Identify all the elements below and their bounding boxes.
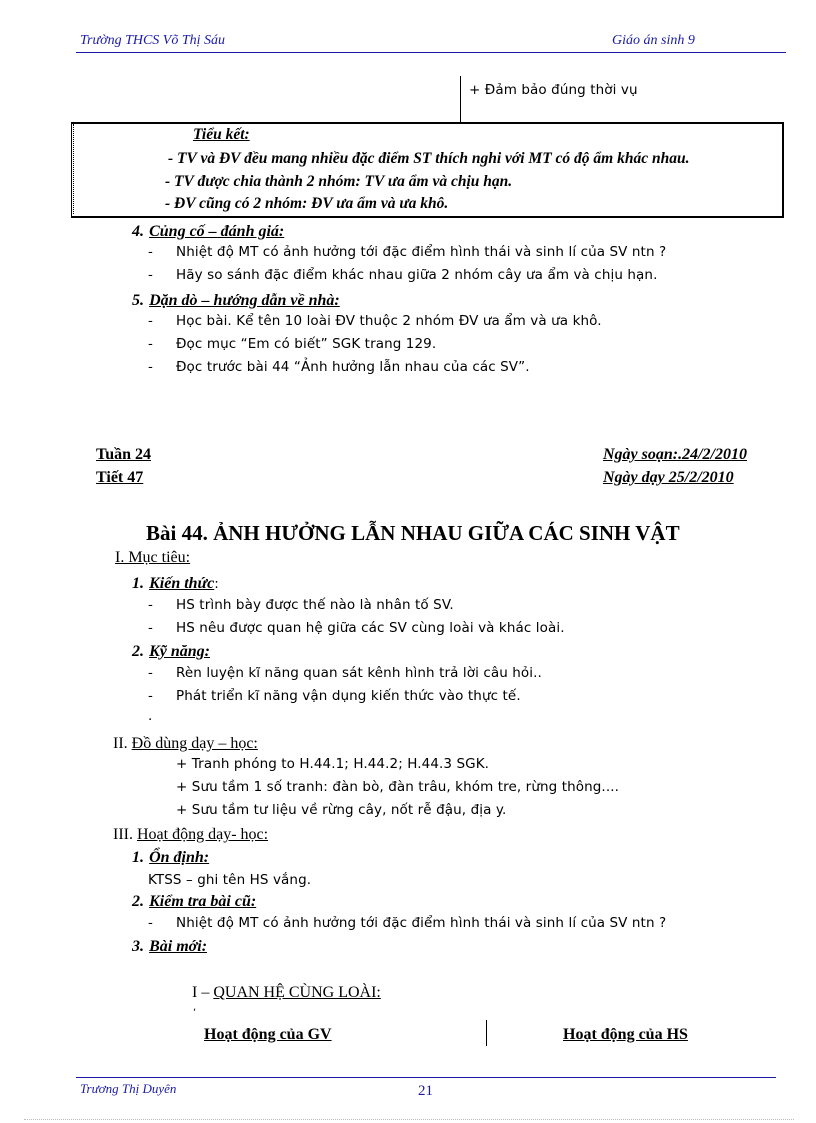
column-divider [486, 1020, 487, 1046]
stray-comma: , [193, 1002, 197, 1013]
lesson-title: Bài 44. ẢNH HƯỞNG LẪN NHAU GIỮA CÁC SINH VẬT [146, 521, 680, 545]
materials-prefix: II. [113, 735, 132, 752]
section-prefix: I – [192, 984, 214, 1001]
objectives-heading: I. Mục tiêu: [115, 549, 191, 566]
page-bottom-edge [24, 1119, 794, 1120]
summary-line-2: - TV được chia thành 2 nhóm: TV ưa ẩm và chịu hạn. [165, 173, 513, 190]
skills-item-1: Rèn luyện kĩ năng quan sát kênh hình trả lời câu hỏi.. [176, 665, 542, 681]
summary-box-rule [73, 124, 74, 214]
section-heading [192, 982, 381, 1002]
week-label: Tuần 24 [96, 446, 151, 463]
table-cell-text: + Đảm bảo đúng thời vụ [469, 82, 638, 98]
check-title: Kiểm tra bài cũ: [149, 893, 257, 910]
page-number: 21 [418, 1083, 433, 1099]
footer-author: Trương Thị Duyên [80, 1081, 177, 1096]
review-item-1: Nhiệt độ MT có ảnh hưởng tới đặc điểm hình thái và sinh lí của SV ntn ? [176, 244, 667, 260]
knowledge-number: 1. [132, 575, 144, 592]
header-rule [76, 52, 786, 53]
stabilize-text: KTSS – ghi tên HS vắng. [148, 872, 312, 888]
homework-heading [132, 290, 340, 310]
knowledge-colon: : [214, 576, 219, 592]
prep-date: Ngày soạn:.24/2/2010 [603, 446, 747, 463]
skills-heading [132, 641, 210, 661]
summary-title: Tiểu kết: [193, 126, 250, 143]
check-heading [132, 891, 256, 911]
summary-line-3: - ĐV cũng có 2 nhóm: ĐV ưa ẩm và ưa khô. [165, 195, 449, 212]
homework-title: Dặn dò – hướng dẫn về nhà: [149, 292, 340, 309]
knowledge-item-2: HS nêu được quan hệ giữa các SV cùng loài và khác loài. [176, 620, 565, 636]
knowledge-title: Kiến thức [149, 575, 215, 592]
summary-line-1: - TV và ĐV đều mang nhiều đặc điểm ST thích nghi với MT có độ ẩm khác nhau. [168, 150, 690, 167]
check-item-1: Nhiệt độ MT có ảnh hưởng tới đặc điểm hình thái và sinh lí của SV ntn ? [176, 915, 667, 931]
section-title: QUAN HỆ CÙNG LOÀI: [213, 984, 381, 1001]
materials-item-2: + Sưu tầm 1 số tranh: đàn bò, đàn trâu, khóm tre, rừng thông.... [176, 779, 619, 795]
materials-heading [113, 733, 258, 753]
skills-item-2: Phát triển kĩ năng vận dụng kiến thức vào thực tế. [176, 688, 521, 704]
activities-heading [113, 824, 268, 844]
skills-number: 2. [132, 643, 144, 660]
homework-item-3: Đọc trước bài 44 “Ảnh hưởng lẫn nhau của các SV”. [176, 359, 530, 375]
review-number: 4. [132, 223, 144, 240]
review-item-2: Hãy so sánh đặc điểm khác nhau giữa 2 nhóm cây ưa ẩm và chịu hạn. [176, 267, 658, 283]
new-lesson-heading [132, 936, 207, 956]
footer-rule [76, 1077, 776, 1078]
header-subject: Giáo án sinh 9 [612, 33, 695, 48]
stabilize-number: 1. [132, 849, 144, 866]
review-heading [132, 221, 284, 241]
materials-title: Đồ dùng dạy – học: [131, 735, 258, 752]
new-lesson-number: 3. [132, 938, 144, 955]
homework-item-1: Học bài. Kể tên 10 loài ĐV thuộc 2 nhóm ĐV ưa ẩm và ưa khô. [176, 313, 602, 329]
period-label: Tiết 47 [96, 469, 144, 486]
activities-prefix: III. [113, 826, 137, 843]
teach-date: Ngày dạy 25/2/2010 [603, 469, 734, 486]
activities-title: Hoạt động dạy- học: [136, 826, 269, 843]
homework-number: 5. [132, 292, 144, 309]
stabilize-heading [132, 847, 233, 867]
table-divider [460, 76, 461, 122]
materials-item-1: + Tranh phóng to H.44.1; H.44.2; H.44.3 SGK. [176, 756, 490, 772]
new-lesson-title: Bài mới: [149, 938, 208, 955]
header-school: Trường THCS Võ Thị Sáu [80, 33, 226, 48]
col-teacher-header: Hoạt động của GV [204, 1026, 332, 1043]
homework-item-2: Đọc mục “Em có biết” SGK trang 129. [176, 336, 437, 352]
skills-title: Kỹ năng: [149, 643, 210, 660]
knowledge-item-1: HS trình bày được thế nào là nhân tố SV. [176, 597, 454, 613]
col-student-header: Hoạt động của HS [563, 1026, 688, 1043]
materials-item-3: + Sưu tầm tư liệu về rừng cây, nốt rễ đậu, địa y. [176, 802, 507, 818]
review-title: Củng cố – đánh giá: [149, 223, 285, 240]
check-number: 2. [132, 893, 144, 910]
stabilize-title: Ổn định: [149, 849, 210, 866]
stray-period: . [148, 708, 153, 724]
knowledge-heading [132, 573, 219, 593]
